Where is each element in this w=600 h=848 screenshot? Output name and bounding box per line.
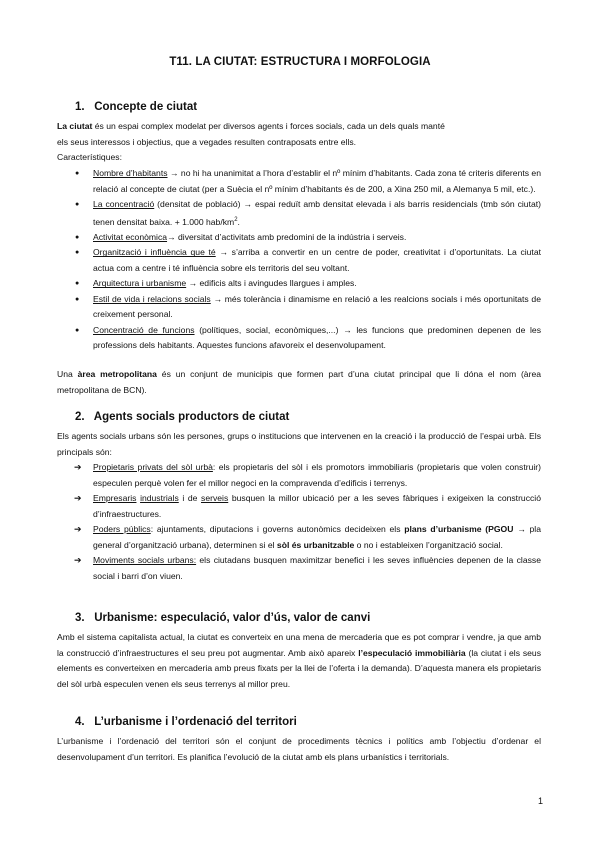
item-term: Concentració de funcions — [93, 324, 195, 335]
item-text: (densitat de població) → espai reduït amb densitat elevada i als barris residencials (tmb són ciutat) tenen densitat baixa. + 1.000 hab/km — [93, 199, 541, 227]
item-text-3: o no i estableixen l’organització social. — [354, 539, 503, 550]
item-text-end: . — [237, 216, 240, 227]
characteristics-label: Característiques: — [57, 152, 122, 162]
item-text: → més tolerància i dinamisme en relació a les realcions socials i més oportunitats de creixement personal. — [93, 293, 541, 320]
intro-line-2: els seus interessos i objectius, que a vegades resulten contraposats entre ells. — [57, 136, 357, 147]
section-4-paragraph: L’urbanisme i l’ordenació del territori són el conjunt de procediments tècnics i polítics amb l’objectiu d’ordenar el desenvolupament d’un territori. Es planifica l’evolució de la ciutat amb els plans urbanístics i territorials. — [57, 736, 541, 762]
area-text: és un conjunt de municipis que formen part d’una ciutat principal que li dóna el nom (àrea metropolitana de BCN). — [57, 369, 542, 395]
section-4-number: 4. — [75, 716, 85, 728]
item-text: (polítiques, social, econòmiques,...) → les funcions que predominen depenen de les professions dels habitants. Aquestes funcions afavoreix el desenvolupament. — [93, 324, 541, 351]
section-4-heading — [75, 716, 297, 728]
intro-line-1: és un espai complex modelat per diversos agents i forces socials, cada un dels quals manté — [92, 121, 445, 131]
section-1-title: Concepte de ciutat — [94, 101, 198, 113]
item-term: Activitat econòmica — [93, 231, 168, 242]
section-2-heading — [75, 411, 289, 423]
item-term: Nombre d’habitants — [93, 168, 168, 178]
list-item — [75, 460, 541, 491]
item-text: → no hi ha unanimitat a l’hora d’establir el nº mínim d’habitants. Cada zona té criteris diferents en relació al concepte de ciutat (per a Suècia el nº mínim d’habitants és de 200, a Xina 250 mil, a Alemanya 5 mil, etc.). — [93, 168, 541, 194]
section-1-number: 1. — [75, 101, 85, 113]
list-item — [75, 197, 541, 230]
section-2-number: 2. — [75, 411, 85, 423]
list-item — [75, 323, 541, 354]
item-mid: i de — [178, 493, 202, 503]
item-term: Poders públics — [93, 524, 151, 534]
item-term-2: industrials — [140, 493, 179, 503]
item-text-2: → pla general d’organització urbana), determinen si el — [93, 524, 541, 550]
item-bold-2: (PGOU — [485, 524, 514, 534]
section-3-text-1: Amb el sistema capitalista actual, la ciutat es converteix en una mena de mercaderia que es pot comprar i vendre, ja que amb la construcció d’infraestructures el seu preu pot augmentar. Amb això apareix — [57, 632, 541, 658]
area-term: àrea metropolitana — [77, 369, 157, 379]
section-3-title: Urbanisme: especulació, valor d’ús, valor de canvi — [94, 612, 371, 624]
item-bold-3: sòl és urbanitzable — [276, 539, 355, 550]
section-3-text-2: (la ciutat i els seus elements es converteixen en mercaderia amb preus fixats per la llei de l’oferta i la demanda). D’aquesta manera els propietaris del sòl urbà especulen venen els seus terrenys al millor preu. — [57, 647, 541, 689]
list-item — [75, 292, 541, 323]
list-item — [75, 276, 541, 292]
item-term: Empresaris — [93, 493, 137, 503]
item-text: busquen la millor ubicació per a les seves fàbriques i exigeixen la construcció d’infraestructures. — [93, 493, 541, 519]
section-3-number: 3. — [75, 612, 85, 624]
item-text: els ciutadans busquen maximitzar benefici i les seves influències depenen de la classe social i barri d’on viuen. — [93, 555, 541, 581]
section-2-title: Agents socials productors de ciutat — [93, 411, 290, 423]
section-1-intro — [57, 119, 541, 166]
metropolitan-area-paragraph — [57, 367, 541, 398]
item-term: Arquitectura i urbanisme — [93, 278, 187, 289]
list-item — [75, 166, 541, 197]
item-text: → edificis alts i avingudes llargues i amples. — [186, 278, 357, 289]
item-term-3: serveis — [201, 493, 229, 503]
section-4-title: L’urbanisme i l’ordenació del territori — [94, 716, 297, 728]
section-3-term: l’especulació immobiliària — [358, 647, 466, 658]
agents-list — [75, 460, 541, 584]
item-sup: 2 — [234, 216, 238, 223]
item-term: Moviments socials urbans: — [93, 555, 197, 565]
item-text: : ajuntaments, diputacions i governs autonòmics decideixen els — [150, 524, 405, 534]
list-item — [75, 553, 541, 584]
section-2-intro: Els agents socials urbans són les persones, grups o institucions que intervenen en la creació i la producció de l’espai urbà. Els principals són: — [57, 431, 541, 457]
list-item — [75, 522, 541, 553]
list-item — [75, 230, 541, 246]
item-term: Organització i influència que té — [93, 247, 216, 258]
section-3-heading — [75, 612, 370, 624]
list-item — [75, 245, 541, 276]
characteristics-list — [75, 166, 541, 354]
item-term: Propietaris privats del sòl urbà — [93, 462, 213, 472]
section-3-paragraph — [57, 630, 541, 692]
item-text: → s’arriba a convertir en un centre de poder, creativitat i d’oportunitats. La ciutat actua com a centre i té influència sobre els territoris del seu voltant. — [93, 247, 541, 273]
page-number: 1 — [537, 796, 543, 806]
intro-term: La ciutat — [57, 121, 93, 131]
item-text: → diversitat d’activitats amb predomini de la indústria i serveis. — [167, 231, 407, 242]
item-term: Estil de vida i relacions socials — [93, 293, 211, 304]
section-1-heading — [75, 101, 197, 113]
item-term: La concentració — [93, 199, 155, 209]
area-pre: Una — [57, 369, 78, 379]
page-title: T11. LA CIUTAT: ESTRUCTURA I MORFOLOGIA — [169, 56, 431, 68]
list-item — [75, 491, 541, 522]
item-text: : els propietaris del sòl i els promotors immobiliaris (propietaris que volen construir) especulen perquè volen fer el millor negoci en la compravenda d’edificis i terrenys. — [93, 462, 541, 488]
item-bold-1: plans d’urbanisme — [404, 524, 482, 534]
